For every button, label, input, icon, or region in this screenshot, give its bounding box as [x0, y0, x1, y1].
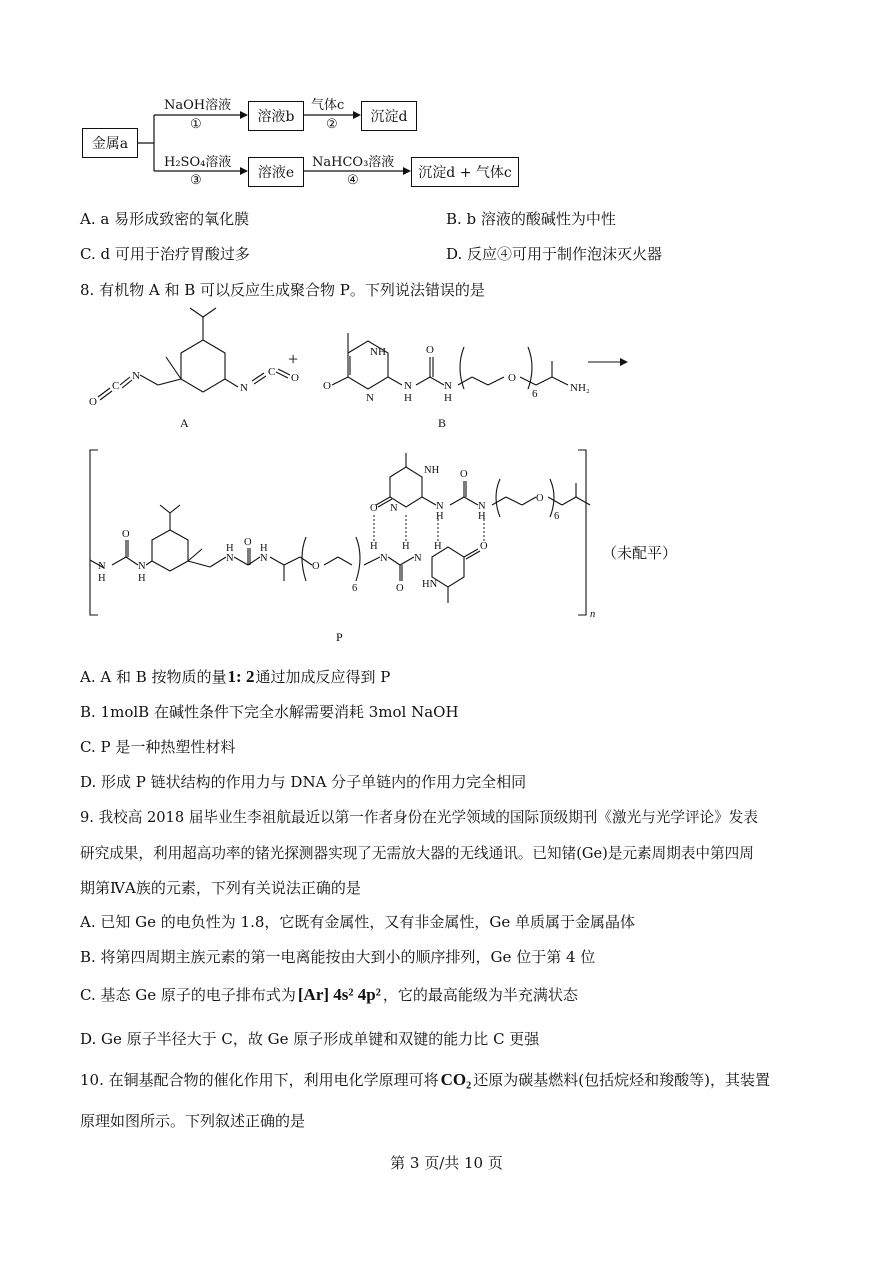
metal-a-box: 金属a [82, 128, 138, 158]
svg-text:N: N [366, 392, 374, 404]
nahco3-reagent-label: NaHCO₃溶液 [312, 155, 395, 170]
polymer-p-structure [80, 445, 600, 650]
q7-option-a: A. a 易形成致密的氧化膜 [80, 210, 250, 228]
molecule-b-label: B [438, 416, 447, 430]
svg-text:HN: HN [422, 579, 438, 590]
svg-text:C: C [112, 380, 120, 392]
svg-text:N: N [132, 370, 140, 382]
product-box: 沉淀d + 气体c [411, 157, 519, 187]
q8-option-b: B. 1molB 在碱性条件下完全水解需要消耗 3mol NaOH [80, 703, 459, 721]
svg-text:H: H [226, 543, 234, 554]
q7-option-d: D. 反应④可用于制作泡沫灭火器 [446, 245, 663, 263]
q9-stem-line-2: 研究成果，利用超高功率的锗光探测器实现了无需放大器的无线通讯。已知锗(Ge)是元素周期表中第四周 [80, 845, 754, 862]
svg-text:NH: NH [370, 346, 386, 358]
step-2-label: ② [326, 117, 338, 132]
svg-text:O: O [323, 380, 331, 392]
q9-stem-line-3: 期第ⅣA族的元素，下列有关说法正确的是 [80, 879, 361, 897]
svg-text:O: O [122, 529, 130, 540]
electron-configuration: [Ar] 4s² 4p² [297, 985, 381, 1004]
step-3-label: ③ [190, 173, 202, 188]
svg-text:N: N [478, 501, 486, 512]
svg-text:O: O [396, 583, 404, 594]
svg-text:O: O [460, 469, 468, 480]
solution-b-box: 溶液b [248, 101, 304, 131]
naoh-reagent-label: NaOH溶液 [164, 98, 232, 113]
svg-text:N: N [226, 553, 234, 564]
svg-text:H: H [444, 392, 452, 404]
svg-text:H: H [434, 541, 442, 552]
svg-text:N: N [390, 503, 398, 514]
svg-text:C: C [268, 366, 276, 378]
q7-option-b: B. b 溶液的酸碱性为中性 [446, 210, 616, 228]
reaction-scheme-ab [80, 305, 640, 435]
svg-text:N: N [380, 553, 388, 564]
svg-text:O: O [89, 396, 97, 408]
q9-stem-line-1: 9. 我校高 2018 届毕业生李祖航最近以第一作者身份在光学领域的国际顶级期刊《激光与光学评论》发表 [80, 809, 758, 826]
svg-text:H: H [370, 541, 378, 552]
page-footer: 第 3 页/共 10 页 [390, 1154, 503, 1172]
solution-e-box: 溶液e [248, 157, 304, 187]
svg-text:+: + [288, 349, 299, 369]
svg-text:O: O [370, 503, 378, 514]
svg-text:N: N [98, 561, 106, 572]
svg-text:N: N [414, 553, 422, 564]
q10-stem-line-1: 10. 在铜基配合物的催化作用下，利用电化学原理可将 CO₂ 还原为碳基燃料(包括烷烃和羧酸等)，其装置 [80, 1070, 770, 1089]
svg-text:N: N [436, 501, 444, 512]
precipitate-d-box: 沉淀d [361, 101, 417, 131]
gas-c-label: 气体c [311, 98, 345, 113]
svg-text:O: O [536, 493, 544, 504]
svg-text:O: O [480, 541, 488, 552]
molecule-a-label: A [180, 416, 189, 430]
q8-stem: 8. 有机物 A 和 B 可以反应生成聚合物 P。下列说法错误的是 [80, 281, 485, 299]
q8-option-d: D. 形成 P 链状结构的作用力与 DNA 分子单链内的作用力完全相同 [80, 773, 527, 791]
q9-option-b: B. 将第四周期主族元素的第一电离能按由大到小的顺序排列，Ge 位于第 4 位 [80, 948, 596, 966]
svg-text:H: H [402, 541, 410, 552]
repeat-subscript-lower: 6 [352, 583, 358, 594]
svg-text:O: O [291, 372, 299, 384]
polymer-p-label: P [336, 630, 343, 644]
svg-text:H: H [436, 511, 444, 522]
q9-option-c: C. 基态 Ge 原子的电子排布式为 [Ar] 4s² 4p² ，它的最高能级为半充满状态 [80, 985, 578, 1004]
q9-option-d: D. Ge 原子半径大于 C，故 Ge 原子形成单键和双键的能力比 C 更强 [80, 1030, 540, 1048]
repeat-n-subscript: n [590, 609, 596, 620]
svg-text:H: H [260, 543, 268, 554]
repeat-subscript-b: 6 [532, 388, 538, 400]
svg-text:O: O [508, 372, 516, 384]
h2so4-reagent-label: H₂SO₄溶液 [164, 155, 232, 170]
svg-text:H: H [138, 573, 146, 584]
q10-stem-line-2: 原理如图所示。下列叙述正确的是 [80, 1112, 306, 1130]
svg-text:H: H [404, 392, 412, 404]
q9-option-a: A. 已知 Ge 的电负性为 1.8，它既有金属性，又有非金属性，Ge 单质属于金属晶体 [80, 913, 636, 931]
svg-text:H: H [478, 511, 486, 522]
co2-formula: CO₂ [440, 1070, 472, 1089]
svg-text:NH₂: NH₂ [570, 382, 590, 394]
svg-text:NH: NH [424, 465, 440, 476]
repeat-subscript-upper: 6 [554, 511, 560, 522]
q8-option-a: A. A 和 B 按物质的量1: 2通过加成反应得到 P [80, 667, 391, 686]
svg-text:N: N [260, 553, 268, 564]
svg-text:O: O [312, 561, 320, 572]
unbalanced-note: （未配平） [602, 544, 678, 562]
svg-text:N: N [404, 380, 412, 392]
svg-text:O: O [426, 344, 434, 356]
step-1-label: ① [190, 117, 202, 132]
svg-text:N: N [240, 382, 248, 394]
svg-text:N: N [138, 561, 146, 572]
svg-text:N: N [444, 380, 452, 392]
svg-text:O: O [244, 537, 252, 548]
q8-option-c: C. P 是一种热塑性材料 [80, 738, 236, 756]
q7-option-c: C. d 可用于治疗胃酸过多 [80, 245, 250, 263]
step-4-label: ④ [347, 173, 359, 188]
svg-text:H: H [98, 573, 106, 584]
